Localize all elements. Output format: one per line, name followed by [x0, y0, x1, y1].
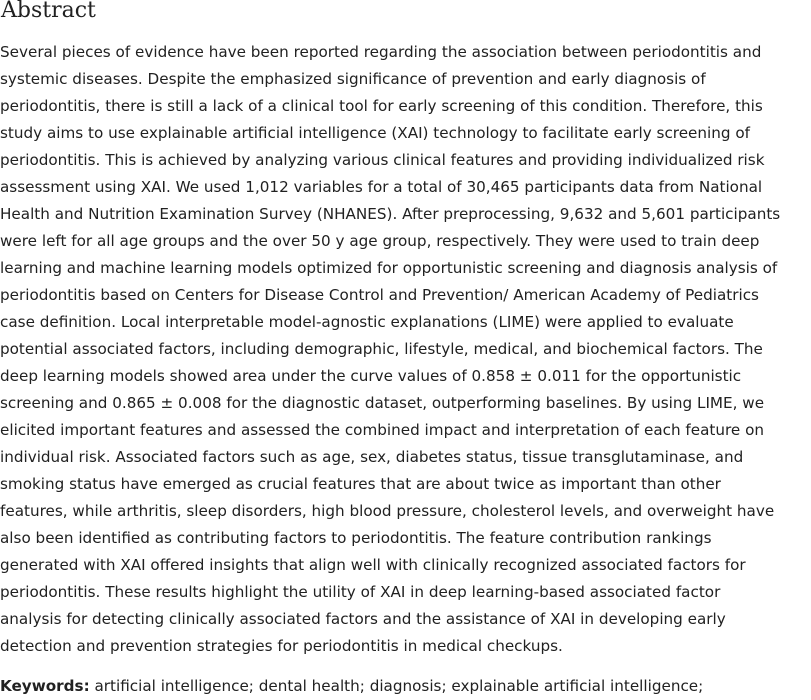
- abstract-line: generated with XAI offered insights that align well with clinically recognized associated factors for: [0, 556, 746, 574]
- abstract-line: case definition. Local interpretable model-agnostic explanations (LIME) were applied to evaluate: [0, 313, 734, 331]
- keywords-label: Keywords:: [0, 677, 90, 695]
- abstract-line: periodontitis. These results highlight the utility of XAI in deep learning-based associated factor: [0, 583, 721, 601]
- abstract-line: analysis for detecting clinically associated factors and the assistance of XAI in developing early: [0, 610, 726, 628]
- abstract-line: were left for all age groups and the over 50 y age group, respectively. They were used to train deep: [0, 232, 760, 250]
- keywords-text: artificial intelligence; dental health; diagnosis; explainable artificial intelligence;: [89, 677, 704, 695]
- abstract-line: individual risk. Associated factors such as age, sex, diabetes status, tissue transglutaminase, and: [0, 448, 744, 466]
- abstract-line: assessment using XAI. We used 1,012 variables for a total of 30,465 participants data from National: [0, 178, 763, 196]
- abstract-line: periodontitis, there is still a lack of a clinical tool for early screening of this condition. Therefore, this: [0, 97, 763, 115]
- abstract-heading: Abstract: [1, 0, 96, 23]
- abstract-line: deep learning models showed area under the curve values of 0.858 ± 0.011 for the opportunistic: [0, 367, 742, 385]
- abstract-line: also been identified as contributing factors to periodontitis. The feature contribution rankings: [0, 529, 712, 547]
- abstract-line: systemic diseases. Despite the emphasized significance of prevention and early diagnosis of: [0, 70, 706, 88]
- abstract-line: screening and 0.865 ± 0.008 for the diagnostic dataset, outperforming baselines. By using LIME, we: [0, 394, 765, 412]
- keywords-line: [0, 673, 703, 699]
- abstract-line: Several pieces of evidence have been reported regarding the association between periodontitis and: [0, 43, 762, 61]
- abstract-line: learning and machine learning models optimized for opportunistic screening and diagnosis analysis of: [0, 259, 778, 277]
- abstract-line: detection and prevention strategies for periodontitis in medical checkups.: [0, 637, 563, 655]
- abstract-line: smoking status have emerged as crucial features that are about twice as important than other: [0, 475, 721, 493]
- abstract-line: features, while arthritis, sleep disorders, high blood pressure, cholesterol levels, and overweight have: [0, 502, 775, 520]
- abstract-line: periodontitis. This is achieved by analyzing various clinical features and providing individualized risk: [0, 151, 765, 169]
- abstract-line: study aims to use explainable artificial intelligence (XAI) technology to facilitate early screening of: [0, 124, 750, 142]
- abstract-line: Health and Nutrition Examination Survey (NHANES). After preprocessing, 9,632 and 5,601 participants: [0, 205, 781, 223]
- abstract-line: potential associated factors, including demographic, lifestyle, medical, and biochemical factors. The: [0, 340, 763, 358]
- abstract-line: periodontitis based on Centers for Disease Control and Prevention/ American Academy of Pediatrics: [0, 286, 759, 304]
- abstract-line: elicited important features and assessed the combined impact and interpretation of each feature on: [0, 421, 765, 439]
